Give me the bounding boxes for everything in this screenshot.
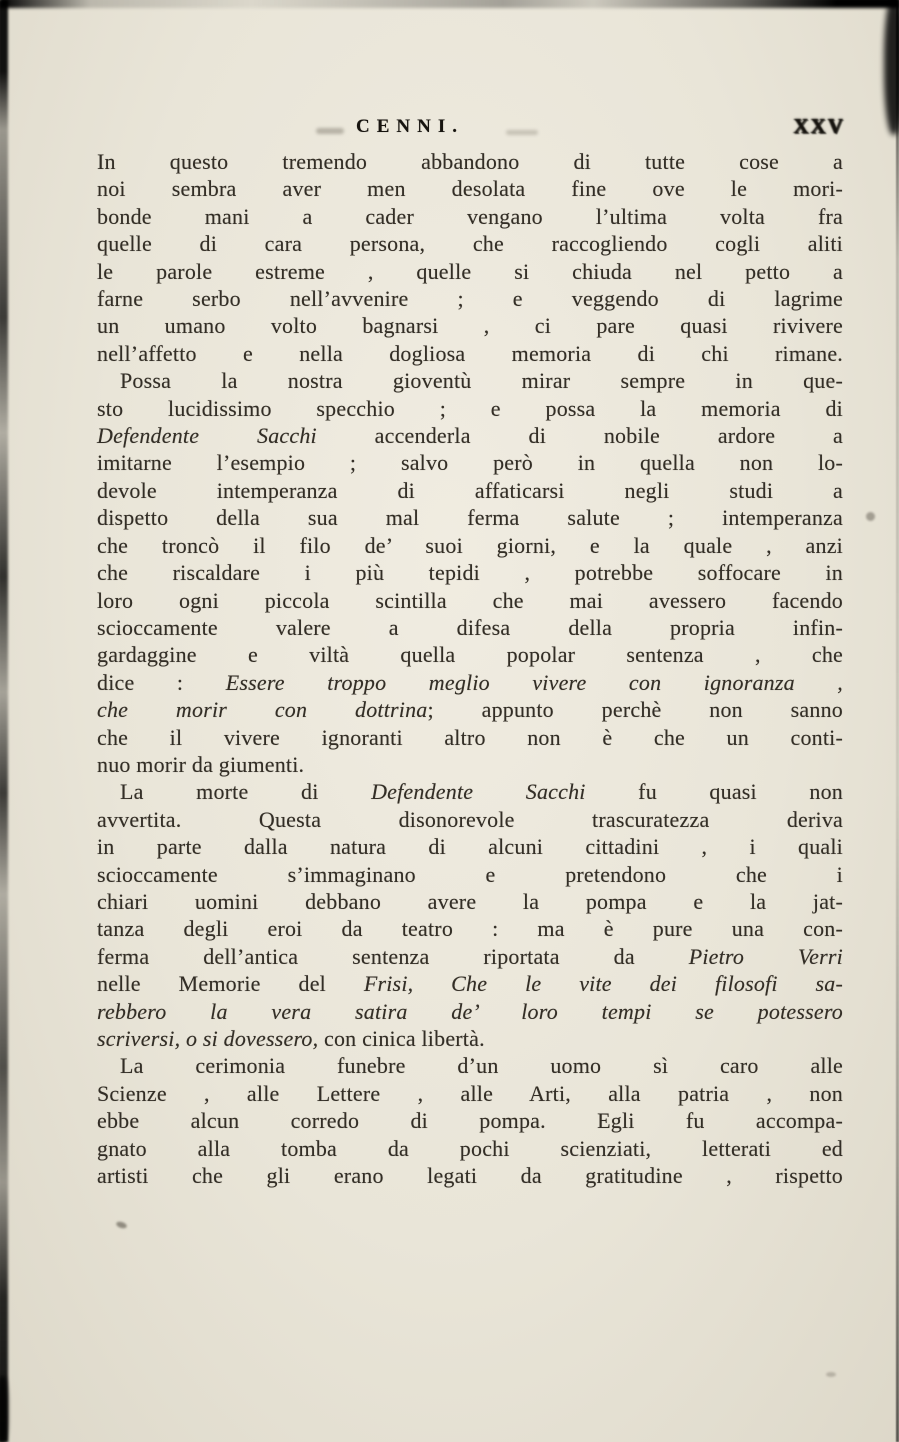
text-line <box>97 449 843 476</box>
text-line <box>97 395 843 422</box>
text-line <box>97 806 843 833</box>
text-segment: devole intemperanza di affaticarsi negli studi a <box>97 477 843 503</box>
text-segment: bonde mani a cader vengano l’ultima volta fra <box>97 203 843 229</box>
text-line <box>97 915 843 942</box>
text-segment: Possa la nostra gioventù mirar sempre in que- <box>120 368 843 394</box>
scan-speck <box>826 1372 836 1377</box>
text-line <box>97 422 843 449</box>
text-line <box>97 888 843 915</box>
text-segment: gardaggine e viltà quella popolar sentenza , che <box>97 642 843 668</box>
text-line <box>97 614 843 641</box>
text-segment: scioccamente s’immaginano e pretendono che i <box>97 861 843 887</box>
running-title: CENNI. <box>356 116 464 137</box>
scan-artifact-top-edge <box>0 0 899 8</box>
text-line <box>97 340 843 367</box>
page-header <box>0 116 899 146</box>
text-segment: tanza degli eroi da teatro : ma è pure una con- <box>97 916 843 942</box>
text-line <box>97 312 843 339</box>
text-line <box>97 587 843 614</box>
text-segment: dispetto della sua mal ferma salute ; intemperanza <box>97 505 843 531</box>
text-line <box>97 1135 843 1162</box>
text-segment: che riscaldare i più tepidi , potrebbe soffocare in <box>97 560 843 586</box>
text-segment: farne serbo nell’avvenire ; e veggendo di lagrime <box>97 286 843 312</box>
text-line <box>97 669 843 696</box>
text-segment: accenderla di nobile ardore a <box>316 423 844 449</box>
text-segment: che troncò il filo de’ suoi giorni, e la quale , anzi <box>97 532 843 558</box>
scan-speck <box>115 1220 127 1229</box>
text-segment: In questo tremendo abbandono di tutte cose a <box>97 149 843 174</box>
text-segment: ; appunto perchè non sanno <box>427 697 844 723</box>
scan-artifact-left-edge <box>0 0 8 1442</box>
text-line <box>97 532 843 559</box>
text-line <box>97 1162 843 1189</box>
text-segment: con cinica libertà. <box>318 1026 485 1051</box>
text-line <box>97 477 843 504</box>
text-line <box>97 1052 843 1079</box>
paragraph <box>97 367 843 778</box>
text-segment: dice : <box>97 669 226 695</box>
text-segment: Scienze , alle Lettere , alle Arti, alla patria , non <box>97 1080 843 1106</box>
text-segment: avvertita. Questa disonorevole trascuratezza deriva <box>97 806 843 832</box>
text-line <box>97 1025 843 1052</box>
text-line <box>97 696 843 723</box>
text-segment: Frisi, Che le vite dei filosofi sa- <box>363 971 844 997</box>
text-segment: fu quasi non <box>585 779 844 805</box>
text-line <box>97 175 843 202</box>
text-line <box>97 641 843 668</box>
text-segment: La cerimonia funebre d’un uomo sì caro alle <box>120 1053 843 1079</box>
text-segment: chiari uomini debbano avere la pompa e la jat- <box>97 888 843 914</box>
text-segment: noi sembra aver men desolata fine ove le mori- <box>97 176 843 202</box>
text-segment: Defendente Sacchi <box>371 779 586 805</box>
paragraph <box>97 778 843 1052</box>
text-line <box>97 943 843 970</box>
text-line <box>97 148 843 175</box>
text-segment: nuo morir da giumenti. <box>97 751 305 777</box>
text-line <box>97 504 843 531</box>
scan-artifact-right-top-corner <box>884 0 899 135</box>
scan-speck <box>866 512 875 521</box>
text-segment: artisti che gli erano legati da gratitudine , rispetto <box>97 1163 843 1189</box>
text-line <box>97 559 843 586</box>
text-segment: La morte di <box>120 779 372 805</box>
text-line <box>97 778 843 805</box>
text-line <box>97 1107 843 1134</box>
text-line <box>97 230 843 257</box>
text-segment: imitarne l’esempio ; salvo però in quella non lo- <box>97 450 843 476</box>
text-line <box>97 861 843 888</box>
text-line <box>97 751 843 778</box>
text-line <box>97 258 843 285</box>
text-line <box>97 285 843 312</box>
text-segment: loro ogni piccola scintilla che mai avessero facendo <box>97 587 843 613</box>
text-segment: nelle Memorie del <box>97 971 364 997</box>
text-line <box>97 833 843 860</box>
text-segment: nell’affetto e nella dogliosa memoria di chi rimane. <box>97 340 843 366</box>
text-segment: ebbe alcun corredo di pompa. Egli fu accompa- <box>97 1108 843 1134</box>
text-line <box>97 970 843 997</box>
paragraph <box>97 148 843 367</box>
text-segment: le parole estreme , quelle si chiuda nel petto a <box>97 258 843 284</box>
text-segment: scioccamente valere a difesa della propria infin- <box>97 614 843 640</box>
text-segment: un umano volto bagnarsi , ci pare quasi rivivere <box>97 313 843 339</box>
text-segment: scriversi, o si dovessero, <box>97 1026 319 1051</box>
text-segment: ferma dell’antica sentenza riportata da <box>97 943 689 969</box>
text-segment: Pietro Verri <box>688 943 843 969</box>
text-segment: quelle di cara persona, che raccogliendo cogli aliti <box>97 231 843 257</box>
text-line <box>97 1080 843 1107</box>
text-line <box>97 203 843 230</box>
text-segment: Essere troppo meglio vivere con ignoranza , <box>225 669 843 695</box>
text-segment: che il vivere ignoranti altro non è che un conti- <box>97 724 843 750</box>
text-segment: rebbero la vera satira de’ loro tempi se potessero <box>97 998 843 1024</box>
scan-artifact-bottom-left-corner <box>0 1376 8 1442</box>
text-segment: in parte dalla natura di alcuni cittadini , i quali <box>97 834 843 860</box>
page-number: XXV <box>793 114 845 138</box>
text-line <box>97 998 843 1025</box>
text-line <box>97 724 843 751</box>
text-block <box>97 148 843 1189</box>
text-segment: Defendente Sacchi <box>97 423 317 449</box>
paragraph <box>97 1052 843 1189</box>
text-segment: che morir con dottrina <box>97 697 428 723</box>
text-line <box>97 367 843 394</box>
text-segment: sto lucidissimo specchio ; e possa la memoria di <box>97 395 843 421</box>
text-segment: gnato alla tomba da pochi scienziati, letterati ed <box>97 1135 843 1161</box>
